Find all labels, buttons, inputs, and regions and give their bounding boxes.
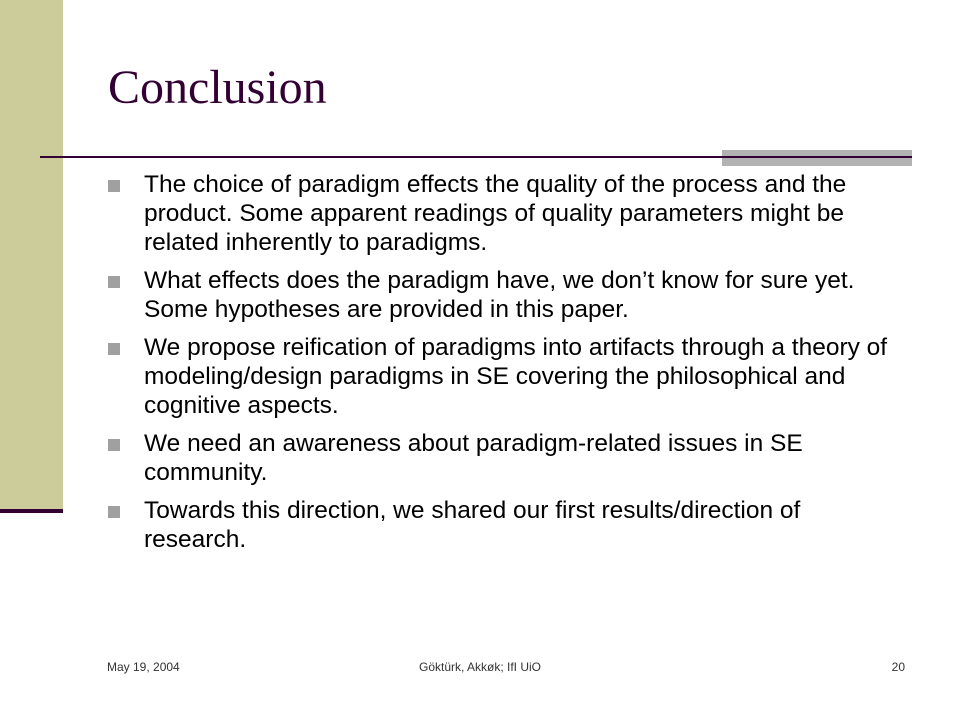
slide-title: Conclusion — [108, 61, 327, 114]
bullet-item — [108, 333, 908, 420]
bullet-item — [108, 496, 908, 554]
bullet-item — [108, 429, 908, 487]
square-bullet-icon — [108, 439, 120, 451]
title-accent-bar — [722, 150, 912, 156]
bullet-item — [108, 170, 908, 257]
bullet-text: We need an awareness about paradigm-related issues in SE community. — [144, 430, 803, 486]
bullet-text: We propose reification of paradigms into artifacts through a theory of modeling/design paradigms in SE covering the philosophical and cognitive aspects. — [144, 334, 888, 419]
side-decoration-rule — [0, 509, 63, 513]
footer-date: May 19, 2004 — [107, 660, 180, 674]
bullet-text: The choice of paradigm effects the quality of the process and the product. Some apparent readings of quality parameters might be related inherently to paradigms. — [144, 171, 847, 256]
square-bullet-icon — [108, 276, 120, 288]
title-accent-bar — [722, 158, 912, 166]
square-bullet-icon — [108, 506, 120, 518]
footer-authors: Göktürk, Akkøk; IfI UiO — [418, 660, 542, 674]
bullet-item — [108, 266, 908, 324]
footer-page-number: 20 — [891, 660, 905, 674]
bullet-text: Towards this direction, we shared our first results/direction of research. — [144, 497, 801, 553]
square-bullet-icon — [108, 343, 120, 355]
bullet-text: What effects does the paradigm have, we don’t know for sure yet. Some hypotheses are provided in this paper. — [144, 267, 855, 323]
bullet-list — [108, 170, 908, 563]
side-decoration-bar — [0, 0, 63, 512]
square-bullet-icon — [108, 180, 120, 192]
